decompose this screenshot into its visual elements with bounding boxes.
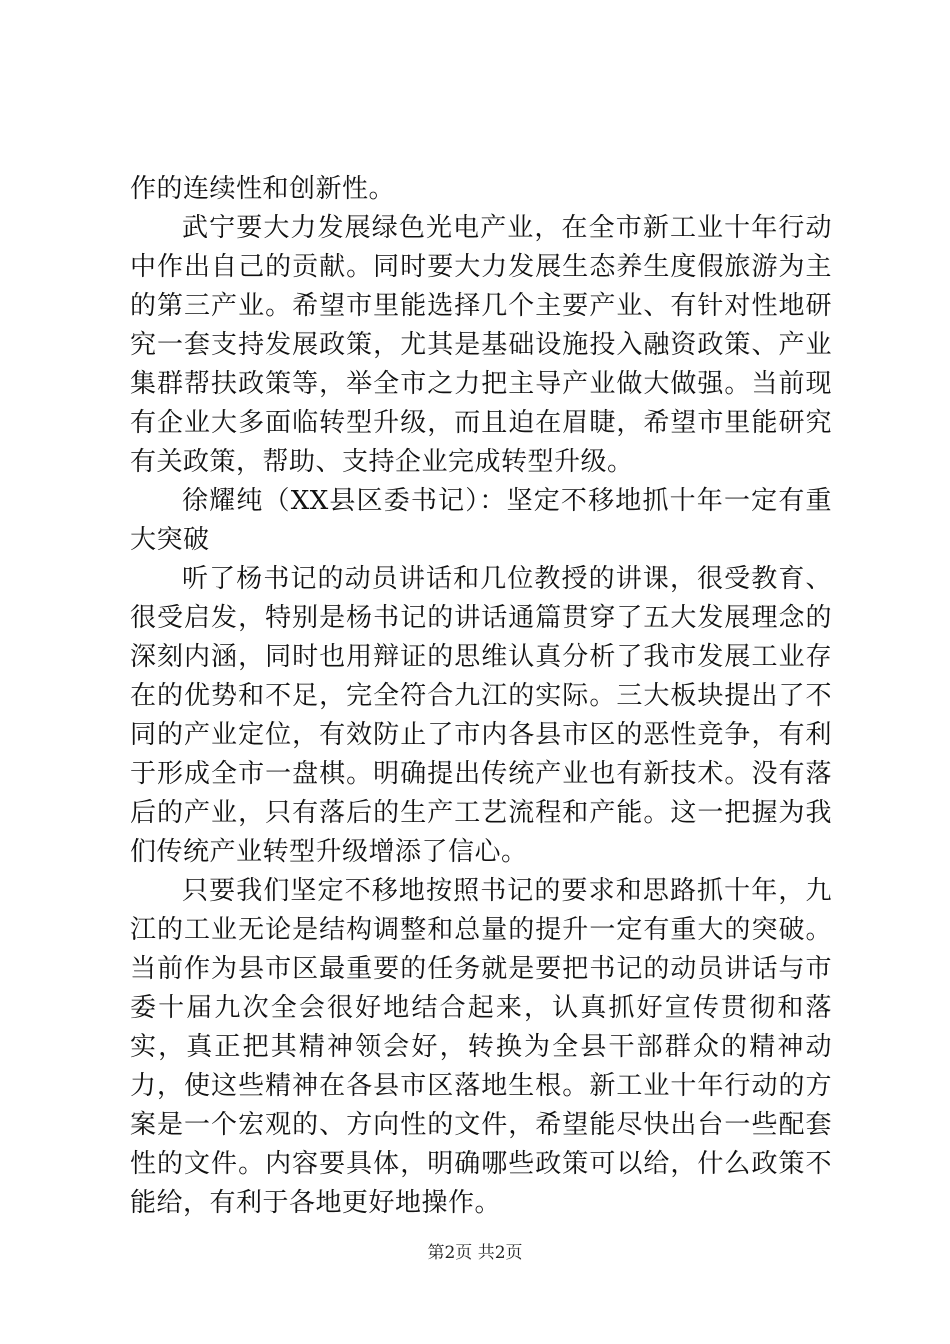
paragraph-continuation: 作的连续性和创新性。 <box>130 174 396 204</box>
paragraph-speech-2: 只要我们坚定不移地按照书记的要求和思路抓十年，九江的工业无论是结构调整和总量的提升一定有重大的突破。当前作为县市区最重要的任务就是要把书记的动员讲话与市委十届九次全会很好地结合起来，认真抓好宣传贯彻和落实，真正把其精神领会好，转换为全县干部群众的精神动力，使这些精神在各县市区落地生根。新工业十年行动的方案是一个宏观的、方向性的文件，希望能尽快出台一些配套性的文件。内容要具体，明确哪些政策可以给，什么政策不能给，有利于各地更好地操作。 <box>130 876 832 1218</box>
page-footer: 第2页 共2页 <box>427 1243 523 1263</box>
speaker-heading: 徐耀纯（XX县区委书记）：坚定不移地抓十年一定有重大突破 <box>130 486 832 555</box>
paragraph-speech-1: 听了杨书记的动员讲话和几位教授的讲课，很受教育、很受启发，特别是杨书记的讲话通篇贯穿了五大发展理念的深刻内涵，同时也用辩证的思维认真分析了我市发展工业存在的优势和不足，完全符合九江的实际。三大板块提出了不同的产业定位，有效防止了市内各县市区的恶性竞争，有利于形成全市一盘棋。明确提出传统产业也有新技术。没有落后的产业，只有落后的生产工艺流程和产能。这一把握为我们传统产业转型升级增添了信心。 <box>130 564 832 867</box>
paragraph-wuning: 武宁要大力发展绿色光电产业，在全市新工业十年行动中作出自己的贡献。同时要大力发展生态养生度假旅游为主的第三产业。希望市里能选择几个主要产业、有针对性地研究一套支持发展政策，尤其是基础设施投入融资政策、产业集群帮扶政策等，举全市之力把主导产业做大做强。当前现有企业大多面临转型升级，而且迫在眉睫，希望市里能研究有关政策，帮助、支持企业完成转型升级。 <box>130 213 832 477</box>
document-body <box>130 170 832 1223</box>
